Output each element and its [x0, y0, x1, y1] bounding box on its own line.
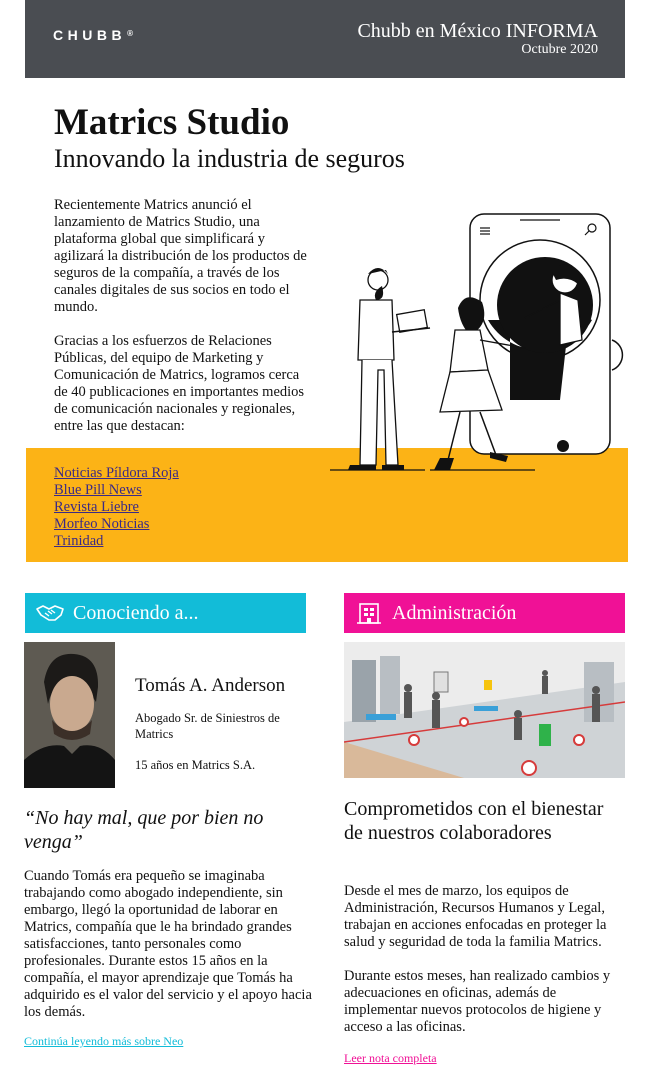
media-link-3[interactable]: Revista Liebre	[54, 499, 139, 515]
admin-paragraph-2: Durante estos meses, han realizado cambios y adecuaciones en oficinas, además de implementar nuevos protocolos de higiene y acceso a las oficinas.	[344, 968, 611, 1035]
admin-paragraph-1: Desde el mes de marzo, los equipos de Administración, Recursos Humanos y Legal, trabajan en acciones enfocadas en proteger la salud y seguridad de toda la familia Matrics.	[344, 883, 607, 950]
media-links-list	[54, 465, 179, 550]
person-photo	[24, 642, 115, 788]
person-role: Abogado Sr. de Siniestros de Matrics	[135, 711, 280, 741]
admin-article-body	[344, 883, 629, 1053]
section-header-conociendo	[25, 593, 306, 633]
logo-text: CHUBB	[53, 27, 127, 43]
person-name: Tomás A. Anderson	[135, 675, 286, 696]
media-link-2[interactable]: Blue Pill News	[54, 482, 142, 498]
media-link-5[interactable]: Trinidad	[54, 533, 104, 549]
intro-paragraph-2: Gracias a los esfuerzos de Relaciones Públicas, del equipo de Marketing y Comunicación de Matrics, logramos cerca de 40 publicaciones en importantes medios de comunicación nacionales y regionales, entre las que destacan:	[54, 333, 305, 434]
chubb-logo	[53, 27, 133, 43]
intro-paragraph-1: Recientemente Matrics anunció el lanzamiento de Matrics Studio, una plataforma global que simplificará y agilizará la distribución de los productos de seguros de la compañía, a través de los canales digitales de sus socios en todo el mundo.	[54, 197, 307, 315]
section-heading-left: Conociendo a...	[73, 602, 199, 624]
media-link-4[interactable]: Morfeo Noticias	[54, 516, 150, 532]
handshake-icon	[35, 601, 65, 625]
building-icon	[354, 601, 384, 625]
person-quote: “No hay mal, que por bien no venga”	[24, 807, 264, 853]
office-safety-image	[344, 642, 625, 778]
newsletter-header	[25, 0, 625, 78]
intro-text	[54, 197, 316, 452]
header-date: Octubre 2020	[521, 42, 598, 57]
person-story: Cuando Tomás era pequeño se imaginaba trabajando como abogado independiente, sin embargo, llegó la oportunidad de laborar en Matrics, compañía que le ha brindado grandes satisfacciones, tanto personales como profesionales. Durante estos 15 años en la compañía, el mayor aprendizaje que Tomás ha adquirido es el valor del servicio y el apoyo hacia los demás.	[24, 868, 312, 1020]
portrait-silhouette	[24, 642, 115, 788]
read-more-neo-link[interactable]: Continúa leyendo más sobre Neo	[24, 1034, 184, 1048]
article-subtitle: Innovando la industria de seguros	[54, 144, 405, 173]
digital-platform-illustration	[320, 200, 650, 480]
article-title: Matrics Studio	[54, 102, 290, 143]
header-title: Chubb en México INFORMA	[357, 20, 598, 42]
admin-article-title: Comprometidos con el bienestar de nuestros colaboradores	[344, 798, 604, 844]
section-header-administracion	[344, 593, 625, 633]
read-full-note-link[interactable]: Leer nota completa	[344, 1051, 437, 1065]
section-heading-right: Administración	[392, 602, 517, 624]
logo-registered-mark: ®	[127, 29, 133, 38]
media-link-1[interactable]: Noticias Píldora Roja	[54, 465, 179, 481]
office-scene	[344, 642, 625, 778]
person-years: 15 años en Matrics S.A.	[135, 758, 256, 772]
